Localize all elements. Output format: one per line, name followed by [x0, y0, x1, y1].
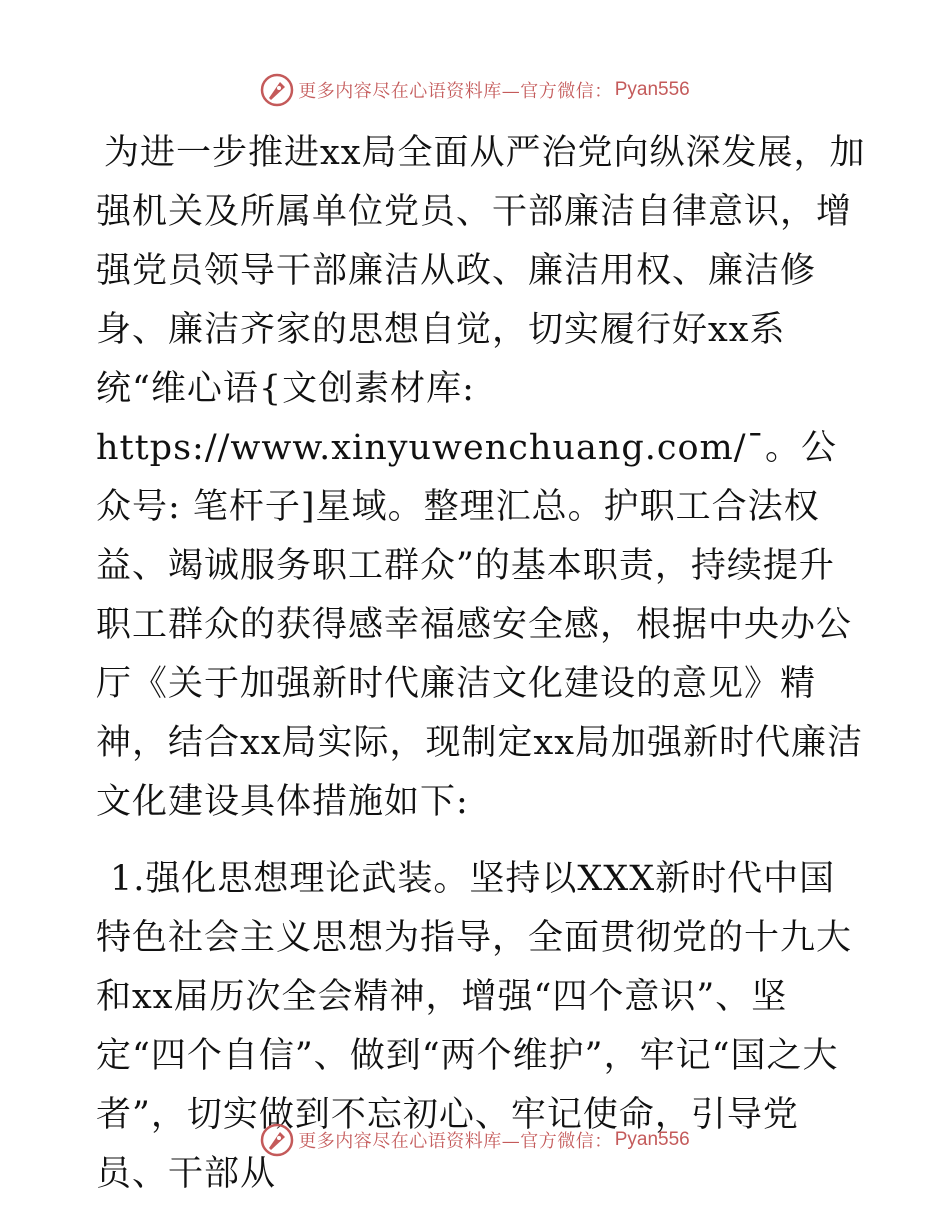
header-banner: [0, 70, 950, 110]
pen-nib-logo-icon: [260, 1123, 294, 1157]
banner-text: 更多内容尽在心语资料库—官方微信：: [298, 1131, 613, 1152]
paragraph-item-1: 1.强化思想理论武装。坚持以XXX新时代中国特色社会主义思想为指导，全面贯彻党的十九大和xx届历次全会精神，增强“四个意识”、坚定“四个自信”、做到“两个维护”，牢记“国之大者”，切实做到不忘初心、牢记使命，引导党员、干部从: [96, 859, 853, 1194]
pen-nib-logo-icon: [260, 73, 294, 107]
paragraph-intro: 为进一步推进xx局全面从严治党向纵深发展，加强机关及所属单位党员、干部廉洁自律意识，增强党员领导干部廉洁从政、廉洁用权、廉洁修身、廉洁齐家的思想自觉，切实履行好xx系统“维心语{文创素材库: https://www.xinyuwenchuang.com/¯。公众号: 笔杆子]星域。整理汇总。护职工合法权益、竭诚服务职工群众”的基本职责，持续提升职工群众的获得感幸福感安全感，根据中央办公厅《关于加强新时代廉洁文化建设的意见》精神，结合xx局实际，现制定xx局加强新时代廉洁文化建设具体措施如下:: [96, 133, 866, 822]
banner-wechat-id: Pyan556: [614, 1129, 690, 1150]
banner-text: 更多内容尽在心语资料库—官方微信：: [298, 81, 613, 102]
document-body: [96, 124, 866, 1204]
banner-wechat-id: Pyan556: [614, 79, 690, 100]
footer-banner: [0, 1120, 950, 1160]
